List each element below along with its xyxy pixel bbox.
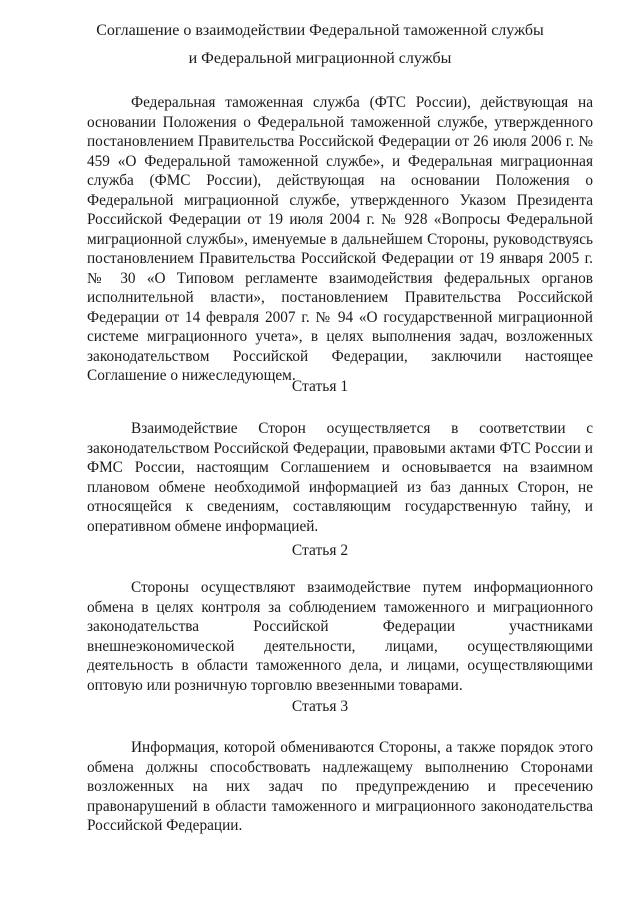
document-title-line-1: Соглашение о взаимодействии Федеральной таможенной службы	[96, 22, 544, 39]
article-2-text: Стороны осуществляют взаимодействие путем информационного обмена в целях контроля за соблюдением таможенного и миграционного законодательства Российской Федерации участниками внешнеэкономической деятельности, лицами, осуществляющими деятельность в области таможенного дела, и лицами, осуществляющими оптовую или розничную торговлю ввезенными товарами.	[87, 579, 593, 694]
article-3-text: Информация, которой обмениваются Стороны, а также порядок этого обмена должны способствовать надлежащему выполнению Сторонами возложенных на них задач по предупреждению и пресечению правонарушений в области таможенного и миграционного законодательства Российской Федерации.	[87, 739, 593, 834]
article-2-heading: Статья 2	[291, 542, 349, 559]
article-1-text: Взаимодействие Сторон осуществляется в соответствии с законодательством Российской Федерации, правовыми актами ФТС России и ФМС России, настоящим Соглашением и основывается на взаимном плановом обмене необходимой информацией из баз данных Сторон, не относящейся к сведениям, составляющим государственную тайну, и оперативном обмене информацией.	[87, 420, 593, 535]
article-3-heading: Статья 3	[291, 698, 349, 715]
preamble-paragraph: Федеральная таможенная служба (ФТС России), действующая на основании Положения о Федеральной таможенной службе, утвержденного постановлением Правительства Российской Федерации от 26 июля 2006 г. № 459 «О Федеральной таможенной службе», и Федеральная миграционная служба (ФМС России), действующая на основании Положения о Федеральной миграционной службе, утвержденного Указом Президента Российской Федерации от 19 июля 2004 г. № 928 «Вопросы Федеральной миграционной службы», именуемые в дальнейшем Стороны, руководствуясь постановлением Правительства Российской Федерации от 19 января 2005 г. № 30 «О Типовом регламенте взаимодействия федеральных органов исполнительной власти», постановлением Правительства Российской Федерации от 14 февраля 2007 г. № 94 «О государственной миграционной системе миграционного учета», в целях выполнения задач, возложенных законодательством Российской Федерации, заключили настоящее Соглашение о нижеследующем.	[87, 94, 593, 384]
document-title-line-2: и Федеральной миграционной службы	[188, 50, 452, 67]
article-1-heading: Статья 1	[291, 378, 349, 395]
